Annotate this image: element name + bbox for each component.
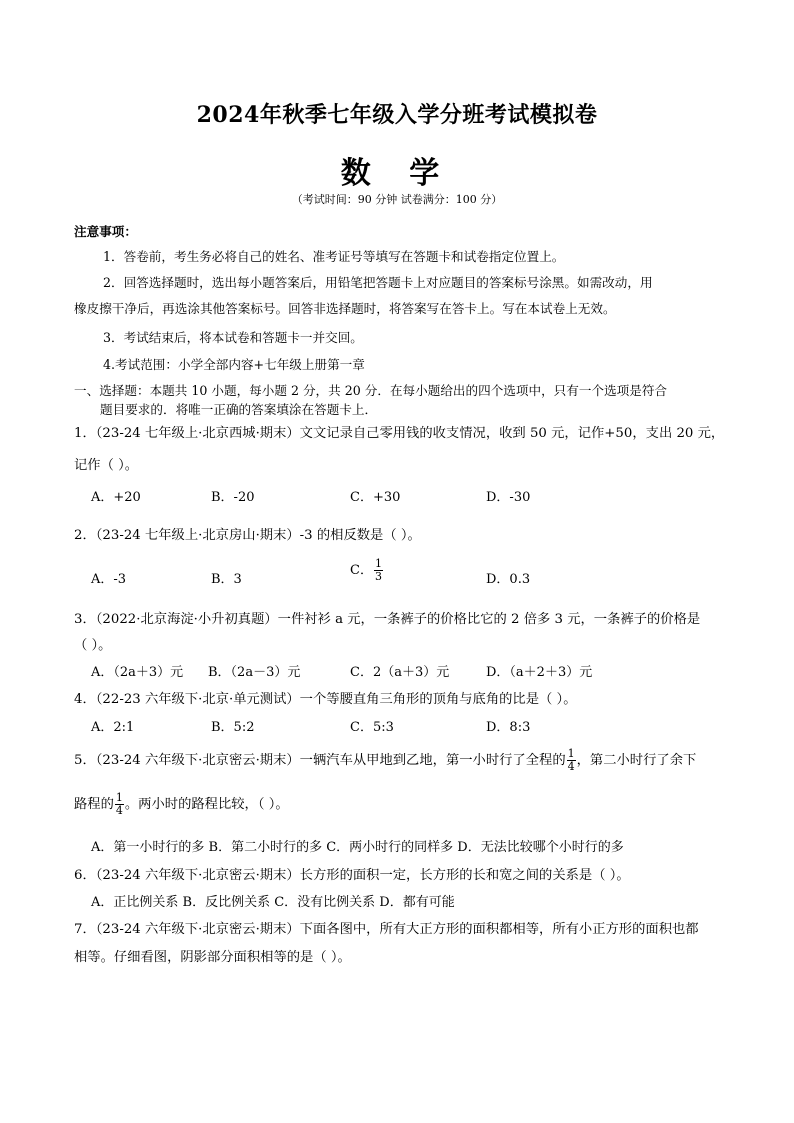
fraction-numerator: 1 bbox=[374, 557, 382, 570]
exam-info: （考试时间：90 分钟 试卷满分：100 分） bbox=[291, 193, 503, 206]
q1-option-b: B．-20 bbox=[211, 490, 255, 505]
q3-option-d: D．（a＋2＋3）元 bbox=[486, 665, 593, 680]
section-heading-cont: 题目要求的．将唯一正确的答案填涂在答题卡上． bbox=[100, 402, 378, 417]
fraction bbox=[374, 558, 383, 583]
q4-option-a: A．2:1 bbox=[91, 720, 135, 735]
section-heading: 一、选择题：本题共 10 小题，每小题 2 分，共 20 分．在每小题给出的四个选项中，只有一个选项是符合 bbox=[74, 383, 668, 398]
page-title: 2024年秋季七年级入学分班考试模拟卷 bbox=[196, 102, 598, 128]
q4-option-b: B．5:2 bbox=[211, 720, 255, 735]
question-1: 1．（23-24 七年级上·北京西城·期末）文文记录自己零用钱的收支情况，收到 50 元，记作+50，支出 20 元， bbox=[74, 426, 725, 441]
question-4: 4．（22-23 六年级下·北京·单元测试）一个等腰直角三角形的顶角与底角的比是（ ）。 bbox=[74, 692, 577, 707]
q3-option-a: A．（2a＋3）元 bbox=[91, 665, 184, 680]
question-5-text-b: ，第二小时行了余下 bbox=[576, 753, 697, 768]
q4-option-d: D．8:3 bbox=[486, 720, 531, 735]
q2-option-c bbox=[350, 558, 384, 583]
q2-option-c-label: C． bbox=[350, 563, 373, 578]
notice-item: 1．答卷前，考生务必将自己的姓名、准考证号等填写在答题卡和试卷指定位置上。 bbox=[103, 249, 565, 264]
q2-option-b: B．3 bbox=[211, 572, 242, 587]
q2-option-a: A．-3 bbox=[91, 572, 127, 587]
fraction bbox=[567, 748, 576, 773]
q5-options: A．第一小时行的多 B．第二小时行的多 C．两小时行的同样多 D．无法比较哪个小时行的多 bbox=[91, 840, 624, 855]
question-5-text-a: 5．（23-24 六年级下·北京密云·期末）一辆汽车从甲地到乙地，第一小时行了全程的 bbox=[74, 753, 566, 768]
fraction-denominator: 3 bbox=[374, 570, 382, 583]
question-5-cont bbox=[74, 792, 289, 817]
fraction-numerator: 1 bbox=[115, 791, 123, 804]
question-3-cont: （ ）。 bbox=[74, 638, 112, 653]
q3-option-c: C．2（a＋3）元 bbox=[350, 665, 450, 680]
notice-heading: 注意事项： bbox=[74, 224, 137, 239]
notice-item: 4.考试范围：小学全部内容+七年级上册第一章 bbox=[103, 357, 365, 372]
q3-option-b: B．（2a－3）元 bbox=[208, 665, 301, 680]
question-2: 2．（23-24 七年级上·北京房山·期末）-3 的相反数是（ ）。 bbox=[74, 528, 421, 543]
question-1-cont: 记作（ ）。 bbox=[74, 458, 139, 473]
subject-title: 数 学 bbox=[340, 156, 454, 191]
question-6: 6．（23-24 六年级下·北京密云·期末）长方形的面积一定，长方形的长和宽之间的关系是（ ）。 bbox=[74, 868, 630, 883]
question-3: 3．（2022·北京海淀·小升初真题）一件衬衫 a 元，一条裤子的价格比它的 2 倍多 3 元，一条裤子的价格是 bbox=[74, 612, 701, 627]
q6-options: A．正比例关系 B．反比例关系 C．没有比例关系 D．都有可能 bbox=[91, 895, 455, 910]
fraction-numerator: 1 bbox=[567, 747, 575, 760]
q1-option-d: D．-30 bbox=[486, 490, 531, 505]
question-7: 7．（23-24 六年级下·北京密云·期末）下面各图中，所有大正方形的面积都相等，所有小正方形的面积也都 bbox=[74, 922, 699, 937]
notice-item: 2．回答选择题时，选出每小题答案后，用铅笔把答题卡上对应题目的答案标号涂黑。如需改动，用 bbox=[103, 275, 653, 290]
q2-option-d: D．0.3 bbox=[486, 572, 531, 587]
fraction-denominator: 4 bbox=[115, 804, 123, 817]
fraction bbox=[115, 792, 124, 817]
notice-item: 3．考试结束后，将本试卷和答题卡一并交回。 bbox=[103, 330, 363, 345]
fraction-denominator: 4 bbox=[567, 760, 575, 773]
question-5 bbox=[74, 748, 696, 773]
q1-option-a: A．+20 bbox=[91, 490, 141, 505]
question-5-text-d: 。两小时的路程比较，（ ）。 bbox=[124, 797, 289, 812]
q4-option-c: C．5:3 bbox=[350, 720, 394, 735]
question-7-cont: 相等。仔细看图，阴影部分面积相等的是（ ）。 bbox=[74, 950, 351, 965]
q1-option-c: C．+30 bbox=[350, 490, 401, 505]
question-5-text-c: 路程的 bbox=[74, 797, 114, 812]
notice-item: 橡皮擦干净后，再选涂其他答案标号。回答非选择题时，将答案写在答卡上。写在本试卷上无效。 bbox=[74, 301, 616, 316]
